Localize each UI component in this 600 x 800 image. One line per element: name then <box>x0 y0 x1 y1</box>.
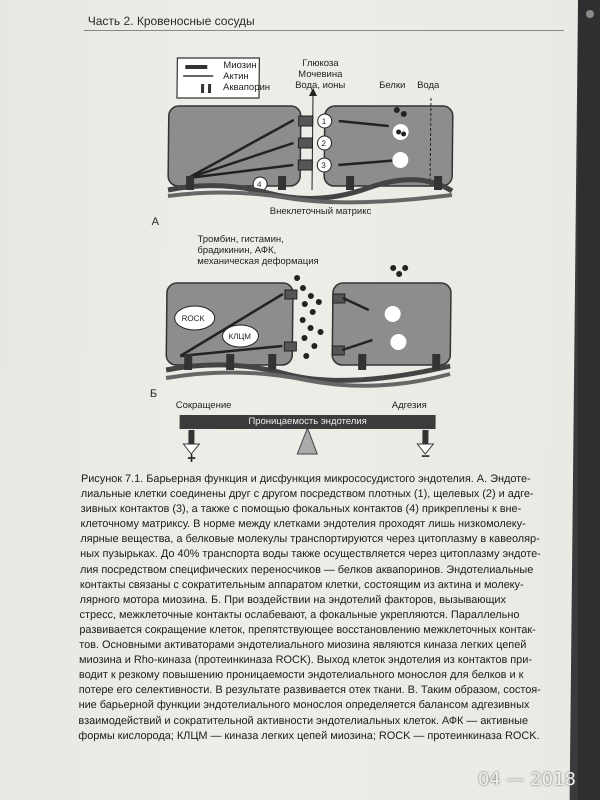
permeability-bar: Проницаемость эндотелия <box>180 415 436 429</box>
caption-line: зивных контактов (3), а также с помощью фокальных контактов (4) прикреплены к внe- <box>80 503 522 516</box>
caption-line: тов. Основными активаторами эндотелиального миозина являются киназа легких цепей <box>79 639 527 652</box>
caption-line: взаимодействий и сократительной активности эндотелиальных клеток. АФК — активные <box>78 714 529 727</box>
caption-line: Рисунок 7.1. Барьерная функция и дисфункция микрососудистого эндотелия. А. Эндоте- <box>80 473 531 485</box>
legend-actin: Актин <box>223 71 249 82</box>
aquaporin-legend-mark <box>201 84 204 93</box>
marker-2-text: 2 <box>321 139 326 148</box>
gap-junction <box>298 138 312 148</box>
caption-line: лярного мотора миозина. Б. При воздействии на эндотелий факторов, вызывающих <box>79 593 507 606</box>
caption-line: лия посредством специфических переносчиков — белков аквапоринов. Эндотелиальные <box>79 563 534 576</box>
myosin-legend-mark <box>185 65 207 69</box>
adhesion-label: Адгезия <box>391 400 427 411</box>
panel-a-label: А <box>151 216 160 228</box>
proteins-label: Белки <box>379 80 406 91</box>
cell-right-a <box>321 106 453 186</box>
caption-line: развивается сокращение клеток, препятствующее восстановлению межклеточных контак- <box>79 623 536 636</box>
caption-line: контакты связаны с сократительным аппаратом клетки, состоящим из актина и молеку- <box>79 578 524 591</box>
water-label: Вода <box>417 80 440 91</box>
marker-1-text: 1 <box>321 117 327 126</box>
caption-line: лярные вещества, а белковые молекулы транспортируются через цитоплазму в кавеоляр- <box>80 533 540 546</box>
camera-dot-icon <box>586 10 594 18</box>
tight-junction <box>299 116 313 126</box>
caption-line: потере его селективности. В результате развивается отек ткани. В. Таким образом, состоя- <box>78 684 541 697</box>
header-rule <box>84 30 564 31</box>
caption-line: водит к резкому повышению проницаемости эндотелиального монослоя для белков и к <box>78 669 524 682</box>
running-header: Часть 2. Кровеносные сосуды <box>87 14 255 28</box>
marker-3-text: 3 <box>321 161 326 170</box>
caption-line: клеточному матриксу. В норме между клетками эндотелия проходят лишь низкомолеку- <box>80 518 526 531</box>
adherens-junction <box>298 160 312 170</box>
plus-sign: + <box>187 450 197 467</box>
figure-7-1 <box>135 48 479 468</box>
photo-date-stamp: 04 — 2018 <box>477 769 576 790</box>
caption-line: ных пузырьках. До 40% транспорта воды также осуществляется через цитоплазму эндоте- <box>80 548 541 561</box>
panel-b-label: Б <box>149 388 158 400</box>
caption-line: формы кислорода; КЛЦМ — киназа легких цепей миозина; ROCK — протеинкиназа ROCK. <box>78 729 540 742</box>
mlck-label: КЛЦМ <box>228 332 252 341</box>
cell-right-b <box>332 283 451 365</box>
book-edge-shadow <box>578 0 600 800</box>
legend-aquaporin: Аквапорин <box>223 82 271 93</box>
balance-fulcrum <box>297 428 317 454</box>
rock-label: ROCK <box>181 314 205 323</box>
caption-line: ние барьерной функции эндотелиального монослоя определяется балансом адгезивных <box>78 699 530 712</box>
caption-line: лиальные клетки соединены друг с другом посредством плотных (1), щелевых (2) и адге- <box>80 488 534 501</box>
legend-myosin: Миозин <box>223 60 257 71</box>
figure-caption <box>78 472 551 744</box>
caption-line: миозина и Rho-киназа (протеинкиназа ROCK). Выход клеток эндотелия из контактов при- <box>79 654 533 667</box>
minus-sign: − <box>421 448 431 465</box>
matrix-label: Внеклеточный матрикс <box>269 206 372 217</box>
factors-label: Тромбин, гистамин, брадикинин, АФК, механическая деформация <box>197 234 319 267</box>
solutes-label: Глюкоза Мочевина Вода, ионы <box>295 58 346 91</box>
marker-4-text: 4 <box>257 180 262 189</box>
contraction-label: Сокращение <box>175 400 232 411</box>
caption-line: стресс, межклеточные контакты ослабевают, а фокальные укрепляются. Параллельно <box>79 608 520 621</box>
